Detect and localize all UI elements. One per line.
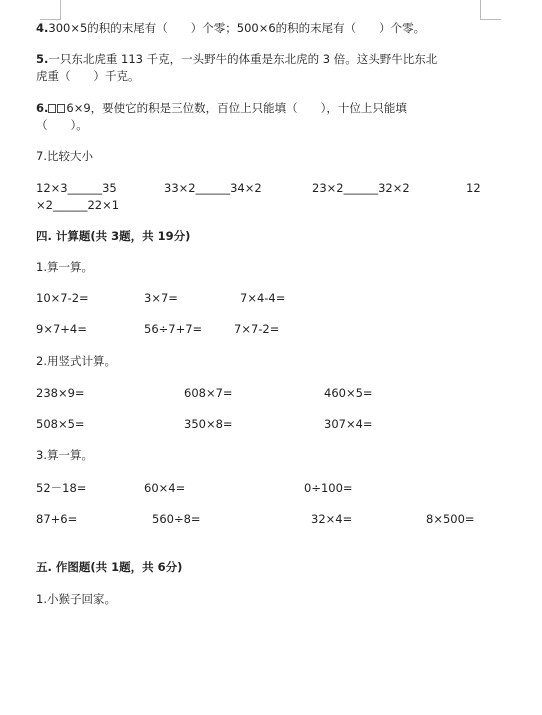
compare-item-4-end: ×2______22×1 xyxy=(36,198,120,212)
question-number: 5. xyxy=(36,52,49,66)
expression: 7×7-2= xyxy=(234,322,280,336)
question-number: 4. xyxy=(36,21,49,35)
crop-mark-right-h xyxy=(480,19,501,20)
question-text: 300×5的积的末尾有（ ）个零；500×6的积的末尾有（ ）个零。 xyxy=(48,21,426,35)
expression: 7×4-4= xyxy=(240,291,286,305)
compare-item-4-start: 12 xyxy=(466,181,481,195)
expression: 460×5= xyxy=(324,386,373,400)
blank-box-icon xyxy=(57,104,65,113)
s4-q2-title: 2.用竖式计算。 xyxy=(36,354,116,368)
expression: 32×4= xyxy=(311,512,353,526)
expression: 52－18= xyxy=(36,481,87,495)
question-5-line1 xyxy=(36,51,437,67)
expression: 560÷8= xyxy=(152,512,201,526)
question-number: 6. xyxy=(36,101,49,115)
expression: 350×8= xyxy=(184,417,233,431)
expression: 238×9= xyxy=(36,386,85,400)
expression: 307×4= xyxy=(324,417,373,431)
question-4 xyxy=(36,20,425,36)
s5-q1-title: 1.小猴子回家。 xyxy=(36,592,116,606)
crop-mark-left-v xyxy=(60,0,61,20)
section-4-title: 四. 计算题(共 3题，共 19分) xyxy=(36,229,191,243)
blank-box-icon xyxy=(48,104,56,113)
expression: 9×7+4= xyxy=(36,322,87,336)
crop-mark-right-v xyxy=(480,0,481,20)
compare-item-3: 23×2______32×2 xyxy=(312,181,410,195)
question-text: 一只东北虎重 113 千克，一头野牛的体重是东北虎的 3 倍。这头野牛比东北 xyxy=(48,52,438,66)
expression: 0÷100= xyxy=(304,481,353,495)
expression: 10×7-2= xyxy=(36,291,89,305)
question-6-line1 xyxy=(36,100,407,116)
s4-q1-title: 1.算一算。 xyxy=(36,260,93,274)
compare-item-2: 33×2______34×2 xyxy=(164,181,262,195)
question-7-title: 7.比较大小 xyxy=(36,149,93,163)
question-6-line2: （ ）。 xyxy=(36,118,88,132)
expression: 87+6= xyxy=(36,512,78,526)
expression: 60×4= xyxy=(144,481,186,495)
compare-item-1: 12×3______35 xyxy=(36,181,117,195)
expression: 56÷7+7= xyxy=(144,322,203,336)
expression: 3×7= xyxy=(144,291,178,305)
expression: 508×5= xyxy=(36,417,85,431)
question-5-line2: 虎重（ ）千克。 xyxy=(36,69,140,83)
question-text: 6×9，要使它的积是三位数，百位上只能填（ ），十位上只能填 xyxy=(66,101,407,115)
s4-q3-title: 3.算一算。 xyxy=(36,448,93,462)
expression: 608×7= xyxy=(184,386,233,400)
section-5-title: 五. 作图题(共 1题，共 6分) xyxy=(36,560,183,574)
expression: 8×500= xyxy=(426,512,475,526)
